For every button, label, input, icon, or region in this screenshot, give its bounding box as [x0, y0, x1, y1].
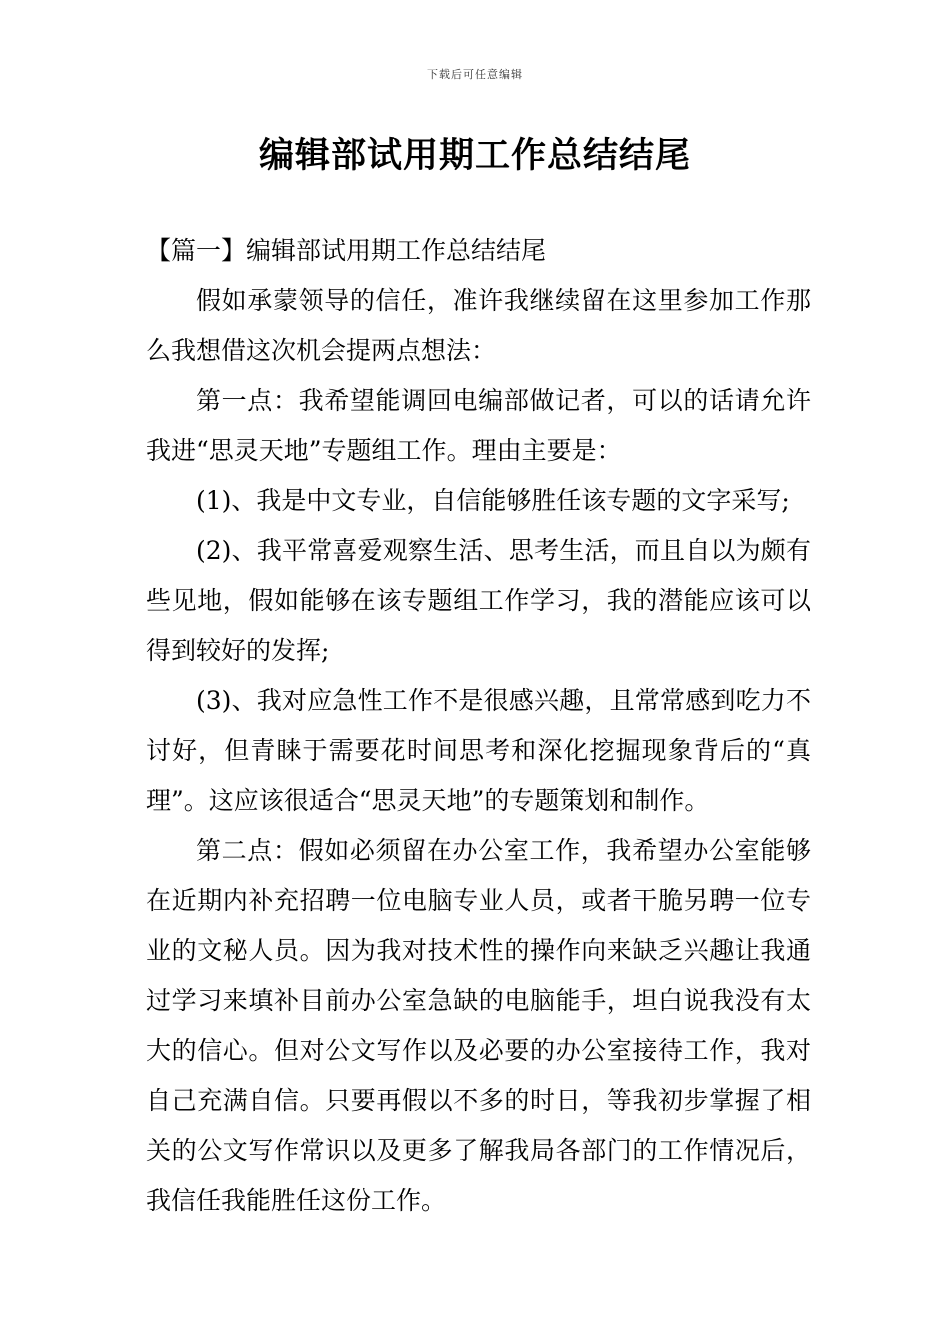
section-heading: 【篇一】编辑部试用期工作总结结尾 [146, 236, 547, 265]
paragraph: (2)、我平常喜爱观察生活、思考生活，而且自以为颇有些见地，假如能够在该专题组工作学习，我的潜能应该可以得到较好的发挥; [146, 536, 811, 665]
page-title: 编辑部试用期工作总结结尾 [258, 136, 691, 176]
paragraph: 假如承蒙领导的信任，准许我继续留在这里参加工作那么我想借这次机会提两点想法： [146, 286, 811, 365]
paragraph: (3)、我对应急性工作不是很感兴趣，且常常感到吃力不讨好，但青睐于需要花时间思考和深化挖掘现象背后的“真理”。这应该很适合“思灵天地”的专题策划和制作。 [146, 686, 811, 815]
document-body [146, 226, 811, 1226]
paragraph: 第二点：假如必须留在办公室工作，我希望办公室能够在近期内补充招聘一位电脑专业人员，或者干脆另聘一位专业的文秘人员。因为我对技术性的操作向来缺乏兴趣让我通过学习来填补目前办公室急缺的电脑能手，坦白说我没有太大的信心。但对公文写作以及必要的办公室接待工作，我对自己充满自信。只要再假以不多的时日，等我初步掌握了相关的公文写作常识以及更多了解我局各部门的工作情况后，我信任我能胜任这份工作。 [146, 836, 811, 1215]
paragraph: 第一点：我希望能调回电编部做记者，可以的话请允许我进“思灵天地”专题组工作。理由主要是： [146, 386, 811, 465]
header-note: 下载后可任意编辑 [427, 68, 523, 81]
paragraph: (1)、我是中文专业，自信能够胜任该专题的文字采写; [196, 486, 790, 515]
